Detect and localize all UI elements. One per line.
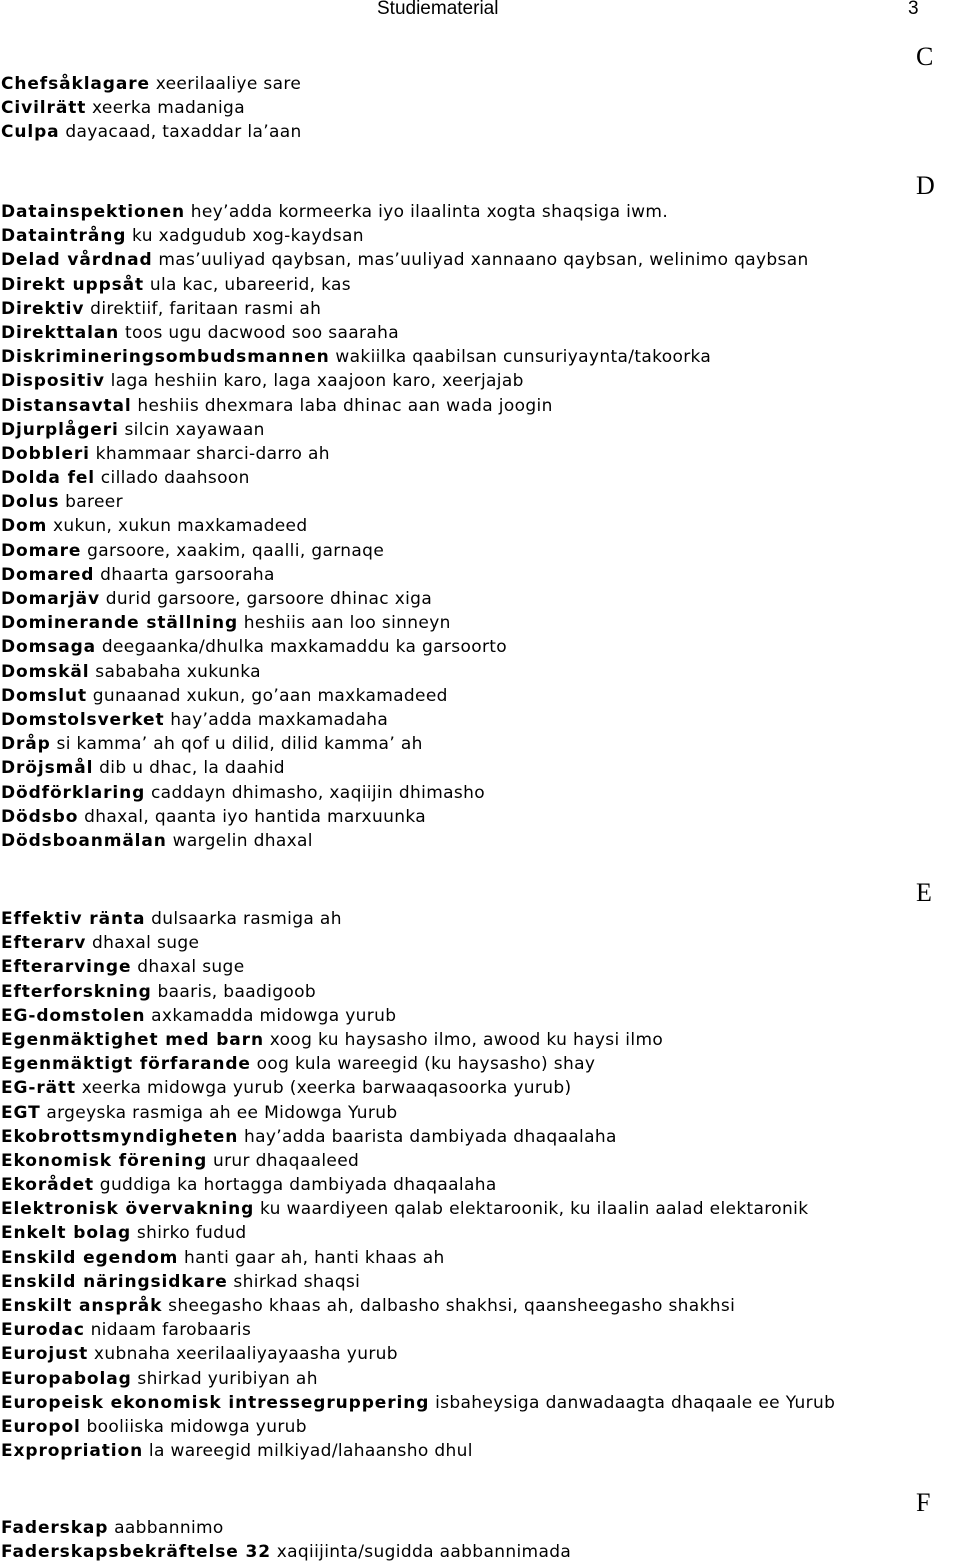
glossary-entry bbox=[1, 1318, 835, 1342]
glossary-term: Delad vårdnad bbox=[1, 250, 153, 271]
glossary-definition: aabbannimo bbox=[114, 1518, 224, 1538]
glossary-entry bbox=[1, 1246, 835, 1270]
glossary-definition: durid garsoore, garsoore dhinac xiga bbox=[105, 589, 433, 609]
glossary-entry bbox=[1, 805, 809, 829]
glossary-term: Ekorådet bbox=[1, 1175, 95, 1196]
glossary-entry bbox=[1, 72, 302, 96]
glossary-entry bbox=[1, 248, 809, 272]
glossary-entry bbox=[1, 490, 809, 514]
glossary-term: Enskilt anspråk bbox=[1, 1296, 163, 1316]
glossary-entry bbox=[1, 273, 809, 297]
glossary-section-c bbox=[1, 72, 302, 145]
glossary-entry bbox=[1, 1149, 835, 1173]
glossary-section-d bbox=[1, 200, 809, 853]
glossary-term: Dispositiv bbox=[1, 371, 105, 392]
glossary-term: Egenmäktigt förfarande bbox=[1, 1054, 251, 1075]
glossary-term: Direkt uppsåt bbox=[1, 274, 145, 295]
glossary-entry bbox=[1, 907, 835, 931]
glossary-definition: hay’adda baarista dambiyada dhaqaalaha bbox=[243, 1126, 617, 1147]
glossary-definition: ku waardiyeen qalab elektaroonik, ku ilaalin aalad elektaronik bbox=[259, 1199, 809, 1220]
glossary-entry bbox=[1, 1516, 571, 1540]
glossary-term: Efterarv bbox=[1, 933, 87, 954]
page-header bbox=[0, 0, 960, 24]
glossary-term: EGT bbox=[1, 1102, 41, 1123]
glossary-term: Dominerande ställning bbox=[1, 613, 239, 634]
glossary-entry bbox=[1, 1076, 835, 1100]
glossary-entry bbox=[1, 1540, 571, 1564]
glossary-definition: xubnaha xeerilaaliyayaasha yurub bbox=[93, 1344, 398, 1365]
glossary-section-f bbox=[1, 1516, 571, 1564]
glossary-term: Direktiv bbox=[1, 298, 85, 319]
glossary-definition: toos ugu dacwood soo saaraha bbox=[124, 322, 400, 343]
glossary-definition: xeerilaaliye sare bbox=[155, 74, 302, 94]
glossary-term: Distansavtal bbox=[1, 395, 132, 416]
glossary-definition: ula kac, ubareerid, kas bbox=[149, 274, 351, 295]
glossary-definition: urur dhaqaaleed bbox=[212, 1150, 360, 1171]
glossary-definition: dib u dhac, la daahid bbox=[99, 758, 285, 779]
glossary-term: EG-domstolen bbox=[1, 1005, 146, 1026]
glossary-definition: garsoore, xaakim, qaalli, garnaqe bbox=[87, 540, 385, 561]
glossary-entry bbox=[1, 297, 809, 321]
glossary-entry bbox=[1, 1028, 835, 1052]
glossary-term: Expropriation bbox=[1, 1441, 144, 1462]
glossary-definition: dhaxal suge bbox=[91, 933, 200, 954]
glossary-section-e bbox=[1, 907, 835, 1463]
glossary-term: Eurojust bbox=[1, 1344, 89, 1365]
glossary-entry bbox=[1, 514, 809, 538]
glossary-entry bbox=[1, 1197, 835, 1221]
glossary-definition: dayacaad, taxaddar la’aan bbox=[65, 122, 302, 143]
glossary-definition: silcin xayawaan bbox=[124, 419, 265, 440]
glossary-term: Dolus bbox=[1, 492, 60, 513]
glossary-term: Chefsåklagare bbox=[1, 74, 150, 94]
glossary-definition: baaris, baadigoob bbox=[157, 981, 316, 1002]
glossary-definition: la wareegid milkiyad/lahaansho dhul bbox=[148, 1441, 473, 1462]
glossary-term: Domsaga bbox=[1, 637, 97, 658]
glossary-definition: xukun, xukun maxkamadeed bbox=[52, 516, 308, 537]
glossary-definition: mas’uuliyad qaybsan, mas’uuliyad xannaano qaybsan, welinimo qaybsan bbox=[158, 250, 809, 271]
glossary-entry bbox=[1, 980, 835, 1004]
glossary-term: Dröjsmål bbox=[1, 758, 94, 779]
glossary-term: Enkelt bolag bbox=[1, 1223, 132, 1244]
glossary-entry bbox=[1, 1415, 835, 1439]
glossary-definition: cillado daahsoon bbox=[100, 468, 250, 489]
glossary-definition: nidaam farobaaris bbox=[90, 1320, 252, 1341]
page-number: 3 bbox=[908, 0, 919, 19]
glossary-definition: wakiilka qaabilsan cunsuriyaynta/takoorka bbox=[335, 347, 712, 368]
glossary-definition: dhaxal suge bbox=[137, 957, 245, 978]
glossary-term: Europeisk ekonomisk intressegruppering bbox=[1, 1392, 430, 1413]
glossary-entry bbox=[1, 369, 809, 393]
glossary-term: Domare bbox=[1, 540, 82, 561]
glossary-definition: dhaxal, qaanta iyo hantida marxuunka bbox=[84, 806, 426, 827]
glossary-definition: booliiska midowga yurub bbox=[86, 1416, 307, 1437]
glossary-term: Enskild egendom bbox=[1, 1247, 179, 1268]
glossary-term: Effektiv ränta bbox=[1, 909, 146, 929]
glossary-entry bbox=[1, 955, 835, 979]
glossary-entry bbox=[1, 611, 809, 635]
glossary-term: Europabolag bbox=[1, 1368, 132, 1389]
glossary-definition: wargelin dhaxal bbox=[172, 830, 313, 851]
glossary-entry bbox=[1, 345, 809, 369]
glossary-entry bbox=[1, 684, 809, 708]
glossary-entry bbox=[1, 635, 809, 659]
glossary-entry bbox=[1, 1342, 835, 1366]
glossary-entry bbox=[1, 1221, 835, 1245]
glossary-entry bbox=[1, 1101, 835, 1125]
glossary-entry bbox=[1, 1125, 835, 1149]
glossary-term: Domskäl bbox=[1, 661, 90, 682]
glossary-term: Civilrätt bbox=[1, 98, 87, 119]
glossary-entry bbox=[1, 394, 809, 418]
glossary-term: Efterforskning bbox=[1, 981, 152, 1002]
glossary-definition: argeyska rasmiga ah ee Midowga Yurub bbox=[46, 1102, 398, 1123]
glossary-term: Ekobrottsmyndigheten bbox=[1, 1126, 239, 1147]
glossary-definition: gunaanad xukun, go’aan maxkamadeed bbox=[92, 685, 448, 706]
glossary-definition: shirkad yuribiyan ah bbox=[137, 1368, 318, 1389]
glossary-entry bbox=[1, 539, 809, 563]
glossary-term: Dödsboanmälan bbox=[1, 830, 167, 851]
glossary-entry bbox=[1, 1294, 835, 1318]
glossary-entry bbox=[1, 442, 809, 466]
glossary-entry bbox=[1, 708, 809, 732]
glossary-entry bbox=[1, 200, 809, 224]
glossary-entry bbox=[1, 781, 809, 805]
glossary-definition: caddayn dhimasho, xaqiijin dhimasho bbox=[150, 782, 485, 803]
glossary-term: Culpa bbox=[1, 122, 60, 143]
glossary-term: Djurplågeri bbox=[1, 419, 119, 440]
glossary-term: Dom bbox=[1, 516, 48, 537]
glossary-term: EG-rätt bbox=[1, 1078, 77, 1099]
glossary-entry bbox=[1, 931, 835, 955]
glossary-entry bbox=[1, 1270, 835, 1294]
glossary-term: Egenmäktighet med barn bbox=[1, 1029, 264, 1050]
glossary-definition: xaqiijinta/sugidda aabbannimada bbox=[276, 1542, 572, 1563]
glossary-definition: oog kula wareegid (ku haysasho) shay bbox=[256, 1054, 596, 1075]
glossary-definition: laga heshiin karo, laga xaajoon karo, xeerjajab bbox=[110, 371, 524, 392]
section-letter-c: C bbox=[916, 42, 934, 71]
glossary-entry bbox=[1, 321, 809, 345]
glossary-entry bbox=[1, 1004, 835, 1028]
glossary-definition: deegaanka/dhulka maxkamaddu ka garsoorto bbox=[101, 637, 508, 658]
glossary-definition: xeerka midowga yurub (xeerka barwaaqasoorka yurub) bbox=[81, 1078, 572, 1099]
glossary-definition: isbaheysiga danwadaagta dhaqaale ee Yurub bbox=[435, 1392, 836, 1413]
section-letter-f: F bbox=[916, 1488, 931, 1517]
glossary-definition: ku xadgudub xog-kaydsan bbox=[132, 226, 364, 247]
glossary-term: Efterarvinge bbox=[1, 957, 132, 978]
glossary-entry bbox=[1, 1173, 835, 1197]
glossary-definition: guddiga ka hortagga dambiyada dhaqaalaha bbox=[99, 1175, 497, 1196]
glossary-term: Dataintrång bbox=[1, 226, 127, 247]
glossary-definition: direktiif, faritaan rasmi ah bbox=[90, 298, 322, 319]
glossary-term: Eurodac bbox=[1, 1320, 85, 1341]
glossary-entry bbox=[1, 660, 809, 684]
glossary-entry bbox=[1, 1439, 835, 1463]
glossary-definition: sababaha xukunka bbox=[95, 661, 261, 682]
glossary-definition: bareer bbox=[65, 492, 123, 513]
glossary-entry bbox=[1, 563, 809, 587]
glossary-entry bbox=[1, 1052, 835, 1076]
glossary-term: Domarjäv bbox=[1, 589, 100, 609]
glossary-term: Faderskap bbox=[1, 1518, 109, 1538]
glossary-definition: xoog ku haysasho ilmo, awood ku haysi ilmo bbox=[269, 1029, 664, 1050]
glossary-term: Domstolsverket bbox=[1, 709, 165, 730]
glossary-definition: si kamma’ ah qof u dilid, dilid kamma’ ah bbox=[56, 734, 423, 755]
glossary-definition: dulsaarka rasmiga ah bbox=[151, 909, 342, 929]
section-letter-e: E bbox=[916, 878, 932, 907]
glossary-term: Dödsbo bbox=[1, 806, 79, 827]
glossary-term: Domslut bbox=[1, 685, 87, 706]
glossary-entry bbox=[1, 1391, 835, 1415]
glossary-term: Datainspektionen bbox=[1, 202, 186, 222]
glossary-term: Enskild näringsidkare bbox=[1, 1271, 228, 1292]
glossary-definition: hay’adda maxkamadaha bbox=[170, 709, 389, 730]
glossary-definition: axkamadda midowga yurub bbox=[151, 1005, 397, 1026]
glossary-entry bbox=[1, 96, 302, 120]
section-letter-d: D bbox=[916, 171, 935, 200]
glossary-definition: dhaarta garsooraha bbox=[100, 564, 275, 585]
glossary-term: Diskrimineringsombudsmannen bbox=[1, 347, 330, 368]
glossary-term: Dråp bbox=[1, 734, 51, 755]
glossary-entry bbox=[1, 466, 809, 490]
glossary-entry bbox=[1, 418, 809, 442]
glossary-term: Direkttalan bbox=[1, 322, 120, 343]
glossary-term: Dödförklaring bbox=[1, 782, 146, 803]
glossary-term: Dobbleri bbox=[1, 443, 90, 464]
glossary-term: Elektronisk övervakning bbox=[1, 1199, 255, 1220]
glossary-definition: heshiis dhexmara laba dhinac aan wada joogin bbox=[137, 395, 553, 416]
glossary-entry bbox=[1, 224, 809, 248]
glossary-definition: shirkad shaqsi bbox=[233, 1271, 361, 1292]
glossary-definition: heshiis aan loo sinneyn bbox=[243, 613, 451, 634]
glossary-definition: xeerka madaniga bbox=[92, 98, 245, 119]
glossary-entry bbox=[1, 829, 809, 853]
header-title: Studiematerial bbox=[377, 0, 499, 19]
glossary-entry bbox=[1, 1367, 835, 1391]
glossary-definition: shirko fudud bbox=[136, 1223, 247, 1244]
glossary-entry bbox=[1, 587, 809, 611]
glossary-entry bbox=[1, 732, 809, 756]
glossary-definition: khammaar sharci-darro ah bbox=[95, 443, 330, 464]
glossary-definition: hanti gaar ah, hanti khaas ah bbox=[184, 1247, 445, 1268]
glossary-term: Domared bbox=[1, 564, 95, 585]
glossary-term: Europol bbox=[1, 1416, 81, 1437]
glossary-term: Ekonomisk förening bbox=[1, 1150, 208, 1171]
glossary-definition: hey’adda kormeerka iyo ilaalinta xogta shaqsiga iwm. bbox=[190, 202, 669, 222]
glossary-entry bbox=[1, 120, 302, 144]
glossary-term: Faderskapsbekräftelse 32 bbox=[1, 1542, 271, 1563]
glossary-term: Dolda fel bbox=[1, 468, 96, 489]
glossary-definition: sheegasho khaas ah, dalbasho shakhsi, qaansheegasho shakhsi bbox=[168, 1296, 736, 1316]
glossary-entry bbox=[1, 756, 809, 780]
